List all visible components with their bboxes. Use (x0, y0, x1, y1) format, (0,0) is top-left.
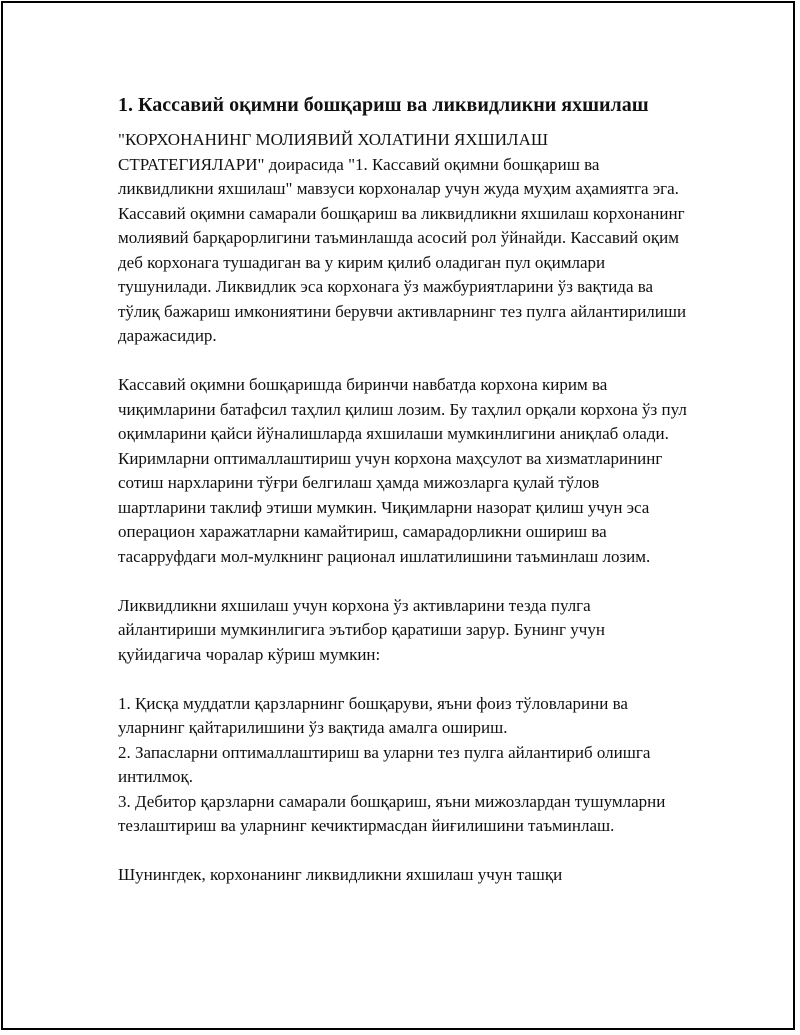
list-item: 3. Дебитор қарзларни самарали бошқариш, яъни мижозлардан тушумларни тезлаштириш ва уларнинг кечиктирмасдан йиғилишини таъминлаш. (118, 791, 666, 835)
list-item: 1. Қисқа муддатли қарзларнинг бошқаруви, яъни фоиз тўловларини ва уларнинг қайтарилишини ўз вақтида амалга ошириш. (118, 693, 628, 737)
paragraph-cash-flow-management: Кассавий оқимни бошқаришда биринчи навбатда корхона кирим ва чиқимларини батафсил таҳлил қилиш лозим. Бу таҳлил орқали корхона ўз пул оқимларини қайси йўналишларда яхшилаши мумкинлигини аниқлаб олади. Киримларни оптималлаштириш учун корхона маҳсулот ва хизматларининг сотиш нархларини тўғри белгилаш ҳамда мижозларга қулай тўлов шартларини таклиф этиши мумкин. Чиқимларни назорат қилиш учун эса операцион харажатларни камайтириш, самарадорликни ошириш ва тасарруфдаги мол-мулкнинг рационал ишлатилишини таъминлаш лозим. (118, 375, 687, 566)
paragraph-liquidity: Ликвидликни яхшилаш учун корхона ўз активларини тезда пулга айлантириши мумкинлигига эътибор қаратиши зарур. Бунинг учун қуйидагича чоралар кўриш мумкин: (118, 595, 605, 664)
paragraph-closing: Шунингдек, корхонанинг ликвидликни яхшилаш учун ташқи (118, 865, 563, 884)
document-body (118, 92, 688, 912)
document-heading: 1. Кассавий оқимни бошқариш ва ликвидликни яхшилаш (118, 94, 649, 116)
list-item: 2. Запасларни оптималлаштириш ва уларни тез пулга айлантириб олишга интилмоқ. (118, 742, 651, 786)
paragraph-intro: "КОРХОНАНИНГ МОЛИЯВИЙ ХОЛАТИНИ ЯХШИЛАШ СТРАТЕГИЯЛАРИ" доирасида "1. Кассавий оқимни бошқариш ва ликвидликни яхшилаш" мавзуси корхоналар учун жуда муҳим аҳамиятга эга. Кассавий оқимни самарали бошқариш ва ликвидликни яхшилаш корхонанинг молиявий барқарорлигини таъминлашда асосий рол ўйнайди. Кассавий оқим деб корхонага тушадиган ва у кирим қилиб оладиган пул оқимлари тушунилади. Ликвидлик эса корхонага ўз мажбуриятларини ўз вақтида ва тўлиқ бажариш имкониятини берувчи активларнинг тез пулга айлантирилиши даражасидир. (118, 130, 687, 345)
measures-list (118, 692, 688, 839)
